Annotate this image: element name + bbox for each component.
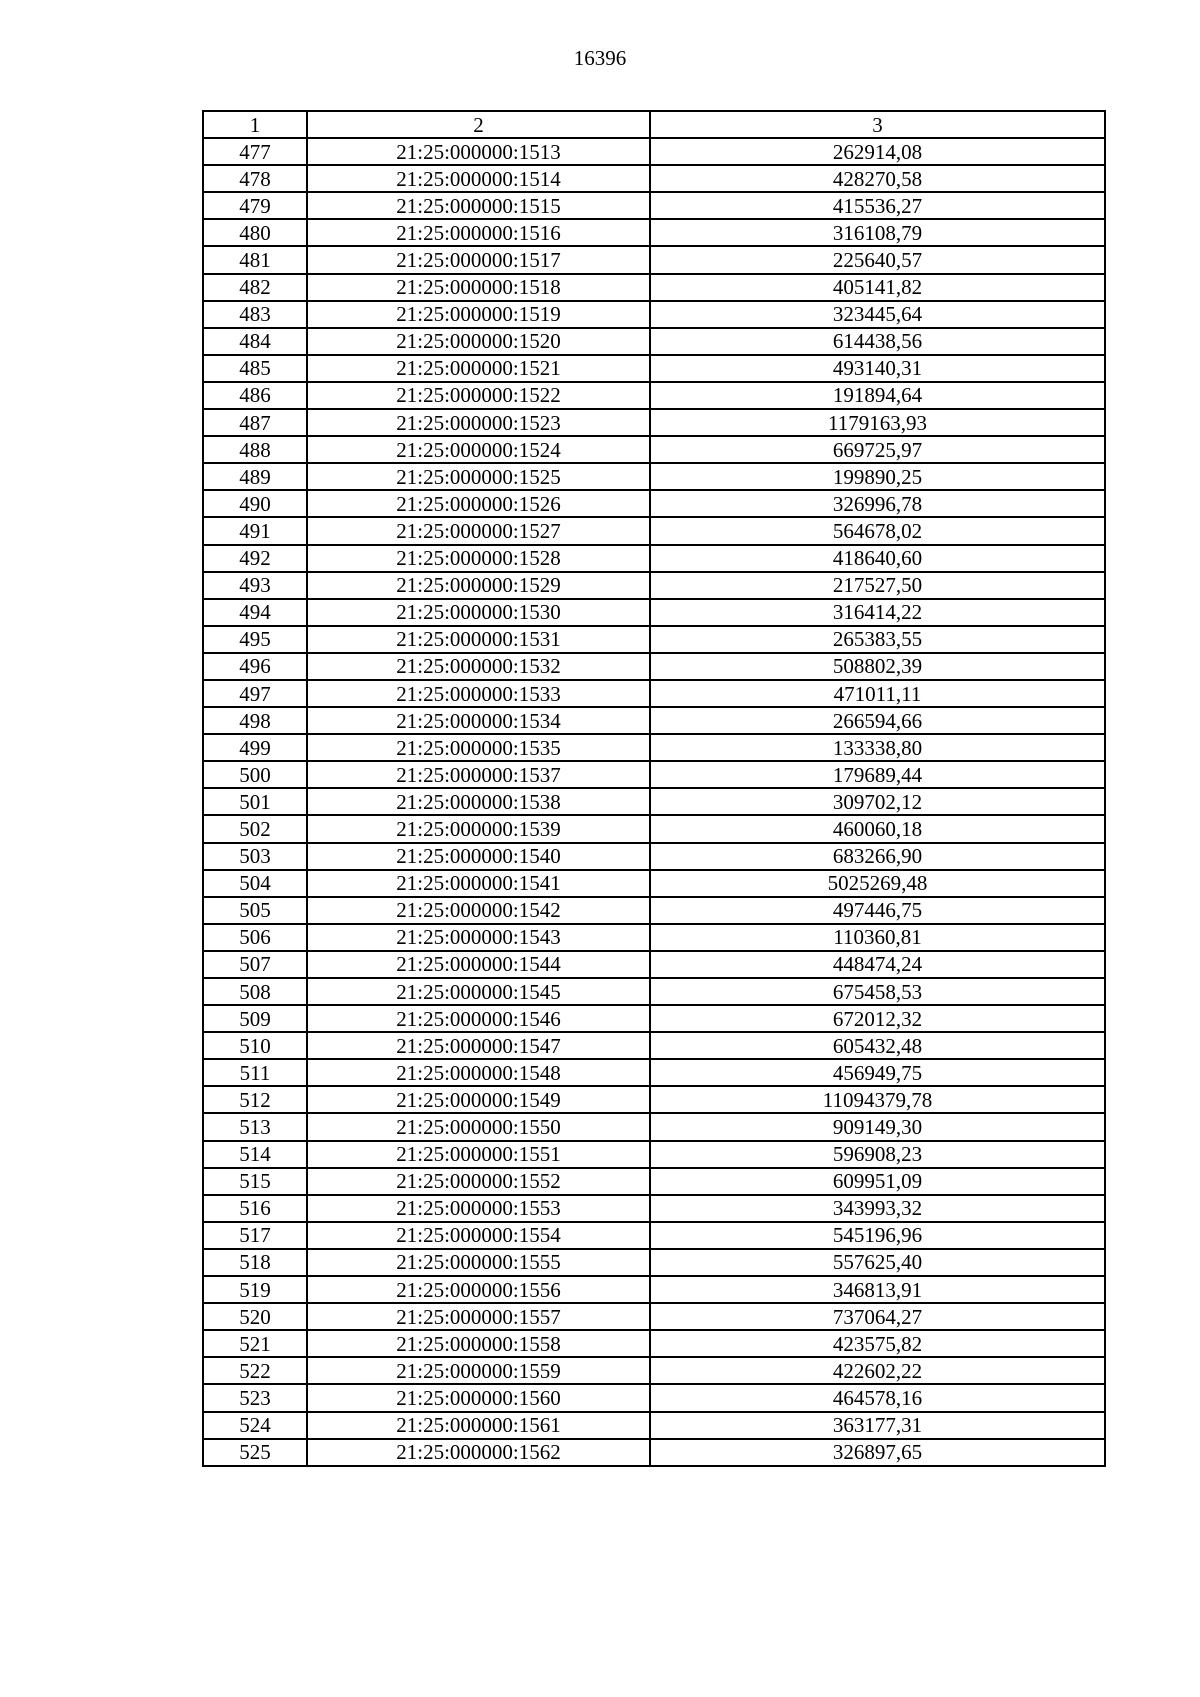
value-cell: 1179163,93 bbox=[650, 409, 1105, 436]
row-index-cell: 489 bbox=[203, 463, 307, 490]
row-index-cell: 504 bbox=[203, 870, 307, 897]
row-index-cell: 512 bbox=[203, 1086, 307, 1113]
cadastral-number-cell: 21:25:000000:1533 bbox=[307, 680, 650, 707]
value-cell: 614438,56 bbox=[650, 328, 1105, 355]
row-index-cell: 481 bbox=[203, 246, 307, 273]
cadastral-number-cell: 21:25:000000:1556 bbox=[307, 1276, 650, 1303]
table-row bbox=[203, 843, 1105, 870]
value-cell: 316414,22 bbox=[650, 599, 1105, 626]
table-row bbox=[203, 707, 1105, 734]
row-index-cell: 520 bbox=[203, 1303, 307, 1330]
table-row bbox=[203, 924, 1105, 951]
cadastral-number-cell: 21:25:000000:1560 bbox=[307, 1384, 650, 1411]
table-row bbox=[203, 490, 1105, 517]
value-cell: 557625,40 bbox=[650, 1249, 1105, 1276]
value-cell: 448474,24 bbox=[650, 951, 1105, 978]
cadastral-number-cell: 21:25:000000:1538 bbox=[307, 788, 650, 815]
cadastral-number-cell: 21:25:000000:1542 bbox=[307, 897, 650, 924]
value-cell: 110360,81 bbox=[650, 924, 1105, 951]
value-cell: 596908,23 bbox=[650, 1141, 1105, 1168]
value-cell: 675458,53 bbox=[650, 978, 1105, 1005]
value-cell: 363177,31 bbox=[650, 1412, 1105, 1439]
table-row bbox=[203, 870, 1105, 897]
cadastral-number-cell: 21:25:000000:1513 bbox=[307, 138, 650, 165]
table-row bbox=[203, 219, 1105, 246]
row-index-cell: 484 bbox=[203, 328, 307, 355]
table-row bbox=[203, 1222, 1105, 1249]
cadastral-number-cell: 21:25:000000:1522 bbox=[307, 382, 650, 409]
row-index-cell: 500 bbox=[203, 761, 307, 788]
row-index-cell: 497 bbox=[203, 680, 307, 707]
cadastral-number-cell: 21:25:000000:1553 bbox=[307, 1195, 650, 1222]
table-row bbox=[203, 409, 1105, 436]
table-row bbox=[203, 1032, 1105, 1059]
table-row bbox=[203, 355, 1105, 382]
table-body bbox=[203, 138, 1105, 1466]
header-row bbox=[203, 111, 1105, 138]
table-row bbox=[203, 1113, 1105, 1140]
cadastral-number-cell: 21:25:000000:1531 bbox=[307, 626, 650, 653]
row-index-cell: 493 bbox=[203, 572, 307, 599]
table-row bbox=[203, 138, 1105, 165]
row-index-cell: 524 bbox=[203, 1412, 307, 1439]
cadastral-number-cell: 21:25:000000:1515 bbox=[307, 192, 650, 219]
cadastral-number-cell: 21:25:000000:1549 bbox=[307, 1086, 650, 1113]
cadastral-number-cell: 21:25:000000:1523 bbox=[307, 409, 650, 436]
cadastral-number-cell: 21:25:000000:1548 bbox=[307, 1059, 650, 1086]
row-index-cell: 517 bbox=[203, 1222, 307, 1249]
table-row bbox=[203, 1412, 1105, 1439]
value-cell: 323445,64 bbox=[650, 301, 1105, 328]
table-row bbox=[203, 1357, 1105, 1384]
row-index-cell: 492 bbox=[203, 545, 307, 572]
row-index-cell: 487 bbox=[203, 409, 307, 436]
value-cell: 405141,82 bbox=[650, 274, 1105, 301]
row-index-cell: 501 bbox=[203, 788, 307, 815]
cadastral-number-cell: 21:25:000000:1555 bbox=[307, 1249, 650, 1276]
value-cell: 316108,79 bbox=[650, 219, 1105, 246]
table-row bbox=[203, 545, 1105, 572]
value-cell: 508802,39 bbox=[650, 653, 1105, 680]
table-row bbox=[203, 572, 1105, 599]
cadastral-number-cell: 21:25:000000:1537 bbox=[307, 761, 650, 788]
value-cell: 343993,32 bbox=[650, 1195, 1105, 1222]
cadastral-number-cell: 21:25:000000:1516 bbox=[307, 219, 650, 246]
table-row bbox=[203, 1330, 1105, 1357]
cadastral-number-cell: 21:25:000000:1521 bbox=[307, 355, 650, 382]
value-cell: 309702,12 bbox=[650, 788, 1105, 815]
cadastral-number-cell: 21:25:000000:1552 bbox=[307, 1168, 650, 1195]
table-row bbox=[203, 1141, 1105, 1168]
value-cell: 471011,11 bbox=[650, 680, 1105, 707]
cadastral-number-cell: 21:25:000000:1525 bbox=[307, 463, 650, 490]
cadastral-number-cell: 21:25:000000:1527 bbox=[307, 517, 650, 544]
value-cell: 422602,22 bbox=[650, 1357, 1105, 1384]
cadastral-number-cell: 21:25:000000:1530 bbox=[307, 599, 650, 626]
table-row bbox=[203, 1439, 1105, 1466]
table-row bbox=[203, 1086, 1105, 1113]
cadastral-number-cell: 21:25:000000:1554 bbox=[307, 1222, 650, 1249]
cadastral-number-cell: 21:25:000000:1514 bbox=[307, 165, 650, 192]
table-row bbox=[203, 1276, 1105, 1303]
value-cell: 133338,80 bbox=[650, 734, 1105, 761]
table-row bbox=[203, 192, 1105, 219]
value-cell: 737064,27 bbox=[650, 1303, 1105, 1330]
cadastral-number-cell: 21:25:000000:1543 bbox=[307, 924, 650, 951]
row-index-cell: 523 bbox=[203, 1384, 307, 1411]
cadastral-number-cell: 21:25:000000:1528 bbox=[307, 545, 650, 572]
value-cell: 418640,60 bbox=[650, 545, 1105, 572]
table-row bbox=[203, 165, 1105, 192]
row-index-cell: 505 bbox=[203, 897, 307, 924]
table-row bbox=[203, 653, 1105, 680]
row-index-cell: 503 bbox=[203, 843, 307, 870]
cadastral-number-cell: 21:25:000000:1532 bbox=[307, 653, 650, 680]
row-index-cell: 495 bbox=[203, 626, 307, 653]
column-header-1: 1 bbox=[203, 111, 307, 138]
row-index-cell: 511 bbox=[203, 1059, 307, 1086]
table-row bbox=[203, 680, 1105, 707]
cadastral-number-cell: 21:25:000000:1546 bbox=[307, 1005, 650, 1032]
row-index-cell: 516 bbox=[203, 1195, 307, 1222]
cadastral-number-cell: 21:25:000000:1539 bbox=[307, 815, 650, 842]
cadastral-number-cell: 21:25:000000:1541 bbox=[307, 870, 650, 897]
row-index-cell: 490 bbox=[203, 490, 307, 517]
value-cell: 423575,82 bbox=[650, 1330, 1105, 1357]
value-cell: 456949,75 bbox=[650, 1059, 1105, 1086]
row-index-cell: 521 bbox=[203, 1330, 307, 1357]
value-cell: 545196,96 bbox=[650, 1222, 1105, 1249]
value-cell: 609951,09 bbox=[650, 1168, 1105, 1195]
table-row bbox=[203, 951, 1105, 978]
row-index-cell: 514 bbox=[203, 1141, 307, 1168]
table-row bbox=[203, 1168, 1105, 1195]
row-index-cell: 485 bbox=[203, 355, 307, 382]
value-cell: 11094379,78 bbox=[650, 1086, 1105, 1113]
table-row bbox=[203, 328, 1105, 355]
row-index-cell: 483 bbox=[203, 301, 307, 328]
column-header-2: 2 bbox=[307, 111, 650, 138]
cadastral-number-cell: 21:25:000000:1540 bbox=[307, 843, 650, 870]
table-header bbox=[203, 111, 1105, 138]
table-row bbox=[203, 788, 1105, 815]
table-row bbox=[203, 815, 1105, 842]
value-cell: 605432,48 bbox=[650, 1032, 1105, 1059]
row-index-cell: 508 bbox=[203, 978, 307, 1005]
row-index-cell: 482 bbox=[203, 274, 307, 301]
cadastral-number-cell: 21:25:000000:1544 bbox=[307, 951, 650, 978]
column-header-3: 3 bbox=[650, 111, 1105, 138]
page-number: 16396 bbox=[573, 46, 627, 70]
value-cell: 199890,25 bbox=[650, 463, 1105, 490]
value-cell: 262914,08 bbox=[650, 138, 1105, 165]
row-index-cell: 519 bbox=[203, 1276, 307, 1303]
cadastral-number-cell: 21:25:000000:1557 bbox=[307, 1303, 650, 1330]
value-cell: 464578,16 bbox=[650, 1384, 1105, 1411]
value-cell: 909149,30 bbox=[650, 1113, 1105, 1140]
cadastral-number-cell: 21:25:000000:1519 bbox=[307, 301, 650, 328]
value-cell: 266594,66 bbox=[650, 707, 1105, 734]
row-index-cell: 494 bbox=[203, 599, 307, 626]
value-cell: 493140,31 bbox=[650, 355, 1105, 382]
table-row bbox=[203, 301, 1105, 328]
value-cell: 669725,97 bbox=[650, 436, 1105, 463]
value-cell: 217527,50 bbox=[650, 572, 1105, 599]
cadastral-number-cell: 21:25:000000:1559 bbox=[307, 1357, 650, 1384]
row-index-cell: 513 bbox=[203, 1113, 307, 1140]
table-row bbox=[203, 1005, 1105, 1032]
value-cell: 497446,75 bbox=[650, 897, 1105, 924]
value-cell: 564678,02 bbox=[650, 517, 1105, 544]
row-index-cell: 509 bbox=[203, 1005, 307, 1032]
table-row bbox=[203, 463, 1105, 490]
value-cell: 191894,64 bbox=[650, 382, 1105, 409]
row-index-cell: 515 bbox=[203, 1168, 307, 1195]
cadastral-number-cell: 21:25:000000:1529 bbox=[307, 572, 650, 599]
table-row bbox=[203, 1384, 1105, 1411]
row-index-cell: 486 bbox=[203, 382, 307, 409]
row-index-cell: 525 bbox=[203, 1439, 307, 1466]
cadastral-number-cell: 21:25:000000:1520 bbox=[307, 328, 650, 355]
table-row bbox=[203, 1195, 1105, 1222]
row-index-cell: 480 bbox=[203, 219, 307, 246]
table-row bbox=[203, 274, 1105, 301]
row-index-cell: 506 bbox=[203, 924, 307, 951]
value-cell: 265383,55 bbox=[650, 626, 1105, 653]
cadastral-number-cell: 21:25:000000:1562 bbox=[307, 1439, 650, 1466]
value-cell: 415536,27 bbox=[650, 192, 1105, 219]
cadastral-number-cell: 21:25:000000:1517 bbox=[307, 246, 650, 273]
cadastral-number-cell: 21:25:000000:1526 bbox=[307, 490, 650, 517]
data-table bbox=[202, 110, 1106, 1467]
table-row bbox=[203, 1303, 1105, 1330]
value-cell: 179689,44 bbox=[650, 761, 1105, 788]
row-index-cell: 496 bbox=[203, 653, 307, 680]
cadastral-number-cell: 21:25:000000:1547 bbox=[307, 1032, 650, 1059]
row-index-cell: 478 bbox=[203, 165, 307, 192]
row-index-cell: 510 bbox=[203, 1032, 307, 1059]
cadastral-number-cell: 21:25:000000:1561 bbox=[307, 1412, 650, 1439]
row-index-cell: 518 bbox=[203, 1249, 307, 1276]
table-row bbox=[203, 734, 1105, 761]
row-index-cell: 479 bbox=[203, 192, 307, 219]
value-cell: 326897,65 bbox=[650, 1439, 1105, 1466]
cadastral-number-cell: 21:25:000000:1534 bbox=[307, 707, 650, 734]
row-index-cell: 477 bbox=[203, 138, 307, 165]
value-cell: 672012,32 bbox=[650, 1005, 1105, 1032]
cadastral-number-cell: 21:25:000000:1551 bbox=[307, 1141, 650, 1168]
table-row bbox=[203, 517, 1105, 544]
table-row bbox=[203, 1249, 1105, 1276]
row-index-cell: 488 bbox=[203, 436, 307, 463]
row-index-cell: 507 bbox=[203, 951, 307, 978]
value-cell: 346813,91 bbox=[650, 1276, 1105, 1303]
table-row bbox=[203, 897, 1105, 924]
cadastral-number-cell: 21:25:000000:1545 bbox=[307, 978, 650, 1005]
value-cell: 225640,57 bbox=[650, 246, 1105, 273]
table-row bbox=[203, 599, 1105, 626]
cadastral-number-cell: 21:25:000000:1535 bbox=[307, 734, 650, 761]
cadastral-number-cell: 21:25:000000:1550 bbox=[307, 1113, 650, 1140]
cadastral-number-cell: 21:25:000000:1558 bbox=[307, 1330, 650, 1357]
row-index-cell: 491 bbox=[203, 517, 307, 544]
value-cell: 683266,90 bbox=[650, 843, 1105, 870]
table-row bbox=[203, 436, 1105, 463]
cadastral-number-cell: 21:25:000000:1524 bbox=[307, 436, 650, 463]
value-cell: 460060,18 bbox=[650, 815, 1105, 842]
row-index-cell: 502 bbox=[203, 815, 307, 842]
table-row bbox=[203, 246, 1105, 273]
value-cell: 326996,78 bbox=[650, 490, 1105, 517]
row-index-cell: 499 bbox=[203, 734, 307, 761]
row-index-cell: 522 bbox=[203, 1357, 307, 1384]
value-cell: 428270,58 bbox=[650, 165, 1105, 192]
table-row bbox=[203, 978, 1105, 1005]
table-row bbox=[203, 761, 1105, 788]
table-row bbox=[203, 1059, 1105, 1086]
table-row bbox=[203, 382, 1105, 409]
value-cell: 5025269,48 bbox=[650, 870, 1105, 897]
cadastral-number-cell: 21:25:000000:1518 bbox=[307, 274, 650, 301]
table-row bbox=[203, 626, 1105, 653]
row-index-cell: 498 bbox=[203, 707, 307, 734]
